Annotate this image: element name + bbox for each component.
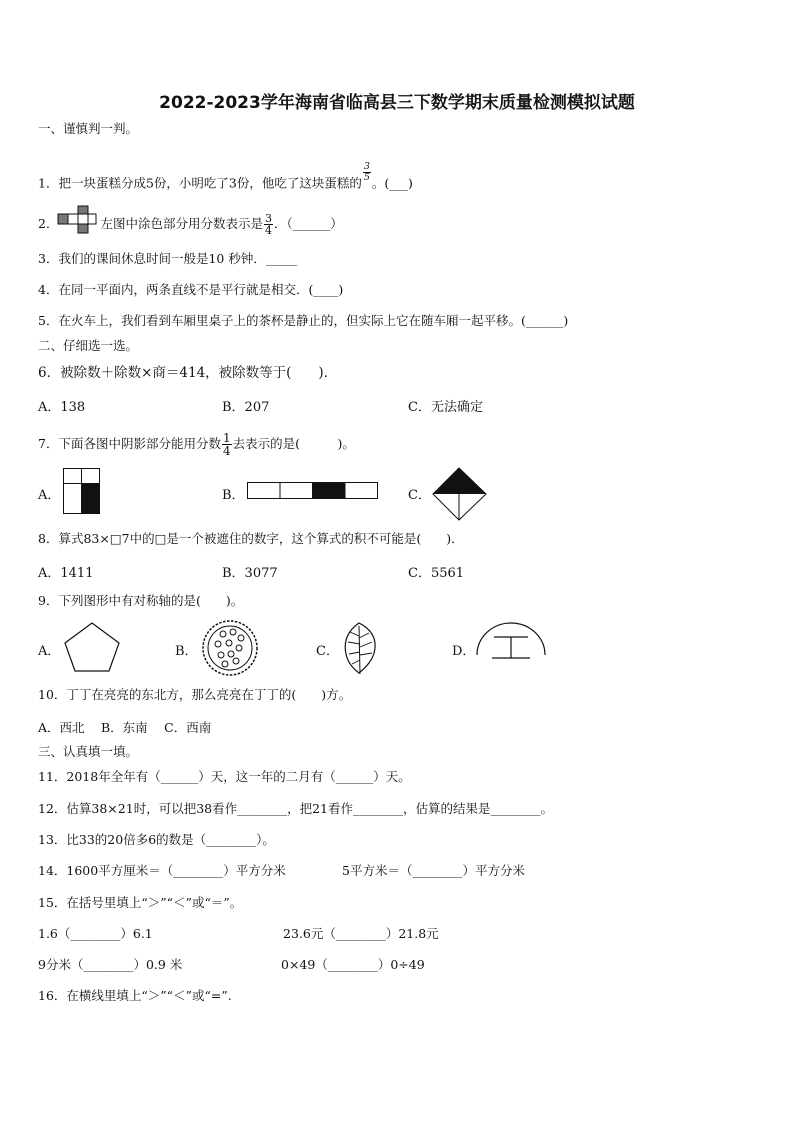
question-15-row-1-a: 1.6（________）6.1 xyxy=(38,926,153,941)
question-7-text-b: 去表示的是( )。 xyxy=(232,436,355,451)
leaf-figure[interactable] xyxy=(341,620,381,676)
question-2-fraction: $\frac{3}{4}$ xyxy=(264,212,272,237)
question-1-fraction: $\frac{3}{5}$ xyxy=(363,161,370,183)
question-1-text: 1．把一块蛋糕分成5份，小明吃了3份，他吃了这块蛋糕的 xyxy=(38,175,362,191)
question-7-option-a-figure[interactable] xyxy=(63,468,103,514)
question-2-text: 左图中涂色部分用分数表示是 xyxy=(100,216,263,231)
question-10-options[interactable]: A．西北 B．东南 C．西南 xyxy=(38,720,212,735)
question-6-option-a[interactable]: A．138 xyxy=(38,400,86,415)
question-1-tail: 。(___) xyxy=(371,175,413,191)
question-16: 16．在横线里填上“＞”“＜”或“=”. xyxy=(38,988,232,1003)
pentagon-figure[interactable] xyxy=(64,622,120,672)
question-7 xyxy=(38,432,355,457)
question-10: 10．丁丁在亮亮的东北方，那么亮亮在丁丁的( )方。 xyxy=(38,687,352,702)
question-15: 15．在括号里填上“＞”“＜”或“＝”。 xyxy=(38,895,243,910)
question-4: 4．在同一平面内，两条直线不是平行就是相交．(____) xyxy=(38,282,344,297)
question-2-grid-figure xyxy=(58,206,98,236)
question-11: 11．2018年全年有（______）天，这一年的二月有（______）天。 xyxy=(38,769,411,784)
question-7-option-c-figure[interactable] xyxy=(432,467,488,521)
question-2-number: 2． xyxy=(38,216,59,231)
question-2-tail: ．（______） xyxy=(273,216,343,231)
section-heading-2: 二、仔细选一选。 xyxy=(38,338,139,353)
question-8: 8．算式83×□7中的□是一个被遮住的数字，这个算式的积不可能是( )． xyxy=(38,531,464,546)
question-8-option-c[interactable]: C．5561 xyxy=(408,566,465,581)
question-13: 13．比33的20倍多6的数是（________）。 xyxy=(38,832,275,847)
question-15-row-2-a: 9分米（________）0.9 米 xyxy=(38,957,183,972)
section-heading-1: 一、谨慎判一判。 xyxy=(38,121,139,136)
question-7-text-a: 7．下面各图中阴影部分能用分数 xyxy=(38,436,221,451)
question-3: 3．我们的课间休息时间一般是10 秒钟．_____ xyxy=(38,251,298,266)
question-9: 9．下列图形中有对称轴的是( )。 xyxy=(38,593,244,608)
round-biscuit-figure[interactable] xyxy=(201,619,259,677)
semicircle-with-t-figure[interactable] xyxy=(476,622,548,662)
question-5: 5．在火车上，我们看到车厢里桌子上的茶杯是静止的，但实际上它在随车厢一起平移。(______) xyxy=(38,313,569,328)
question-7-option-b-label[interactable]: B． xyxy=(222,488,245,503)
page-title: 2022-2023学年海南省临高县三下数学期末质量检测模拟试题 xyxy=(159,93,635,113)
question-7-option-a-label[interactable]: A． xyxy=(38,488,61,503)
question-15-row-1-b: 23.6元（________）21.8元 xyxy=(283,926,439,941)
question-7-option-b-figure[interactable] xyxy=(247,482,379,500)
question-15-row-2-b: 0×49（________）0÷49 xyxy=(281,957,425,972)
question-9-option-c-label[interactable]: C． xyxy=(316,644,339,659)
question-9-option-a-label[interactable]: A． xyxy=(38,644,61,659)
question-8-option-b[interactable]: B．3077 xyxy=(222,566,278,581)
section-heading-3: 三、认真填一填。 xyxy=(38,744,139,759)
question-9-option-b-label[interactable]: B． xyxy=(175,644,198,659)
question-12: 12．估算38×21时，可以把38看作________，把21看作________，估算的结果是________。 xyxy=(38,801,554,816)
question-9-option-d-label[interactable]: D． xyxy=(452,644,476,659)
question-6-option-c[interactable]: C．无法确定 xyxy=(408,400,483,415)
question-14-part-a: 14．1600平方厘米＝（________）平方分米 xyxy=(38,863,286,878)
question-14-part-b: 5平方米＝（________）平方分米 xyxy=(342,863,525,878)
question-7-option-c-label[interactable]: C． xyxy=(408,488,431,503)
question-6: 6．被除数＋除数×商＝414，被除数等于( )． xyxy=(38,365,338,381)
question-6-option-b[interactable]: B．207 xyxy=(222,400,270,415)
question-8-option-a[interactable]: A．1411 xyxy=(38,566,94,581)
question-1 xyxy=(38,161,413,194)
question-7-fraction: $\frac{1}{4}$ xyxy=(222,431,231,458)
